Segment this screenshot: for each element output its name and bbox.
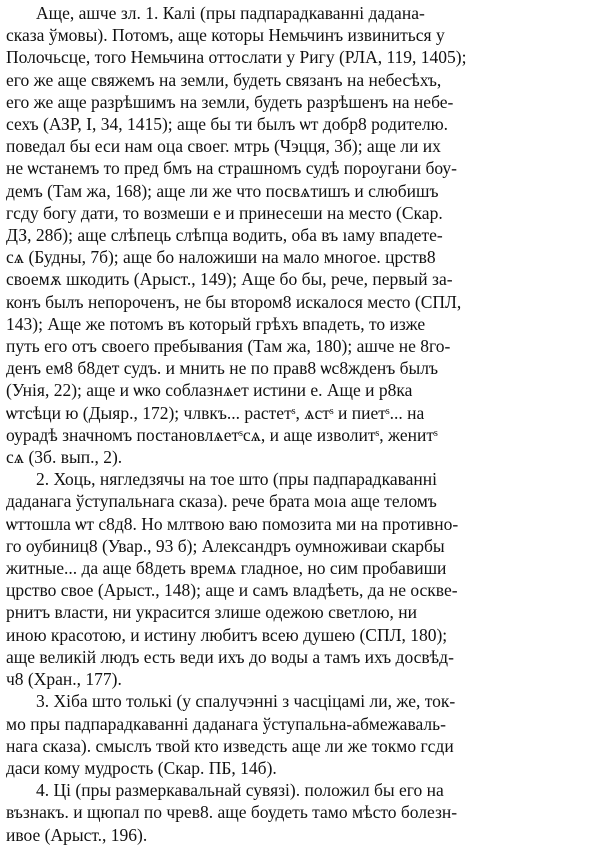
entry-line: иною красотою, и истину любитъ всею душею (СПЛ, 180); [6, 624, 448, 645]
entry-line: възнакъ. и щюпал по чрев8. аще боудеть тамо мѣсто болезн- [6, 802, 458, 823]
entry-line: 143); Аще же потомъ въ который грѣхъ впадеть, то изже [6, 313, 426, 334]
entry-line: (Унія, 22); аще и ѡко соблазнѧет истини е. Аще и р8ка [6, 380, 413, 401]
entry-line: его же аще свяжемъ на земли, будеть связанъ на небесѣхъ, [6, 69, 442, 90]
entry-line: 4. Ці (пры размеркавальнай сувязі). положил бы его на [36, 780, 444, 801]
entry-line: сказа ўмовы). Потомъ, аще которы Немьчинъ извиниться у [6, 25, 445, 46]
entry-line: Аще, ашче зл. 1. Калі (пры падпарадкаванні дадана- [36, 3, 425, 23]
entry-line: ѡтсѣци ю (Дыяр., 172); члвкъ... растетˢ, ѧстˢ и пиетˢ... на [6, 402, 425, 423]
entry-line: мо пры падпарадкаванні даданага ўступальна-абмежаваль- [6, 713, 446, 734]
entry-line: ч8 (Хран., 177). [6, 669, 122, 690]
entry-line: нага сказа). смыслъ твой кто изведсть аще ли же токмо гсди [6, 735, 454, 756]
entry-line: не ѡстанемъ то пред бмъ на страшномъ судѣ пороугани боу- [6, 158, 458, 179]
entry-line: гсду богу дати, то возмеши е и принесеши на место (Скар. [6, 202, 443, 223]
entry-line: 3. Хіба што толькі (у спалучэнні з часціцамі ли, же, ток- [36, 691, 456, 712]
entry-3 [6, 690, 595, 779]
entry-line: конъ былъ непороченъ, не бы втором8 искалося место (СПЛ, [6, 291, 462, 312]
entry-1 [6, 2, 595, 468]
entry-line: своемѫ шкодить (Арыст., 149); Аще бо бы, рече, первый за- [6, 269, 453, 290]
entry-line: сѧ (3б. вып., 2). [6, 447, 123, 468]
entry-line: 2. Хоць, нягледзячы на тое што (пры падпарадкаванні [36, 469, 437, 490]
entry-line: демъ (Там жа, 168); аще ли же что посвѧтишъ и слюбишъ [6, 180, 439, 201]
entry-line: го оубиниц8 (Увар., 93 б); Александръ оумноживаи скарбы [6, 535, 445, 556]
entry-line: сехъ (АЗР, I, 34, 1415); аще бы ти былъ ѡт добр8 родителю. [6, 114, 449, 135]
entry-line: рнитъ власти, ни украсится злише одежою светлою, ни [6, 602, 418, 623]
entry-line: путь его отъ своего пребывания (Там жа, 180); ашче не 8го- [6, 336, 451, 357]
entry-line: Полочьсце, того Немьчина оттослати у Ригу (РЛА, 119, 1405); [6, 47, 467, 68]
entry-line: ДЗ, 28б); аще слѣпець слѣпца водить, оба въ ıаму впадете- [6, 225, 443, 246]
entry-line: житные... да аще б8деть времѧ гладное, но сим пробавиши [6, 558, 447, 579]
entry-line: денъ ем8 б8дет судъ. и мнить не по прав8 ѡс8жденъ былъ [6, 358, 439, 379]
entry-line: поведал бы еси нам оца своег. мтрь (Чэцця, 3б); аще ли их [6, 136, 441, 157]
entry-line: сѧ (Будны, 7б); аще бо наложиши на мало многое. црств8 [6, 247, 436, 268]
entry-line: даси кому мудрость (Скар. ПБ, 14б). [6, 757, 277, 778]
entry-line: его же аще разрѣшимъ на земли, будеть разрѣшенъ на небе- [6, 91, 454, 112]
entry-line: ивое (Арыст., 196). [6, 824, 148, 845]
entry-line: аще великій людъ есть веди ихъ до воды а тамъ ихъ досвѣд- [6, 646, 454, 667]
entry-line: оурадѣ значномъ постановлѧетˢсѧ, и аще изволитˢ, женитˢ [6, 424, 438, 445]
entry-2 [6, 468, 595, 690]
entry-line: даданага ўступальнага сказа). рече брата моıа аще теломъ [6, 491, 437, 512]
entry-line: ѡттошла ѡт с8д8. Но млтвою ваю помозита ми на противно- [6, 513, 459, 534]
entry-4 [6, 779, 595, 846]
entry-line: црство свое (Арыст., 148); аще и самъ владѣеть, да не оскве- [6, 580, 458, 601]
